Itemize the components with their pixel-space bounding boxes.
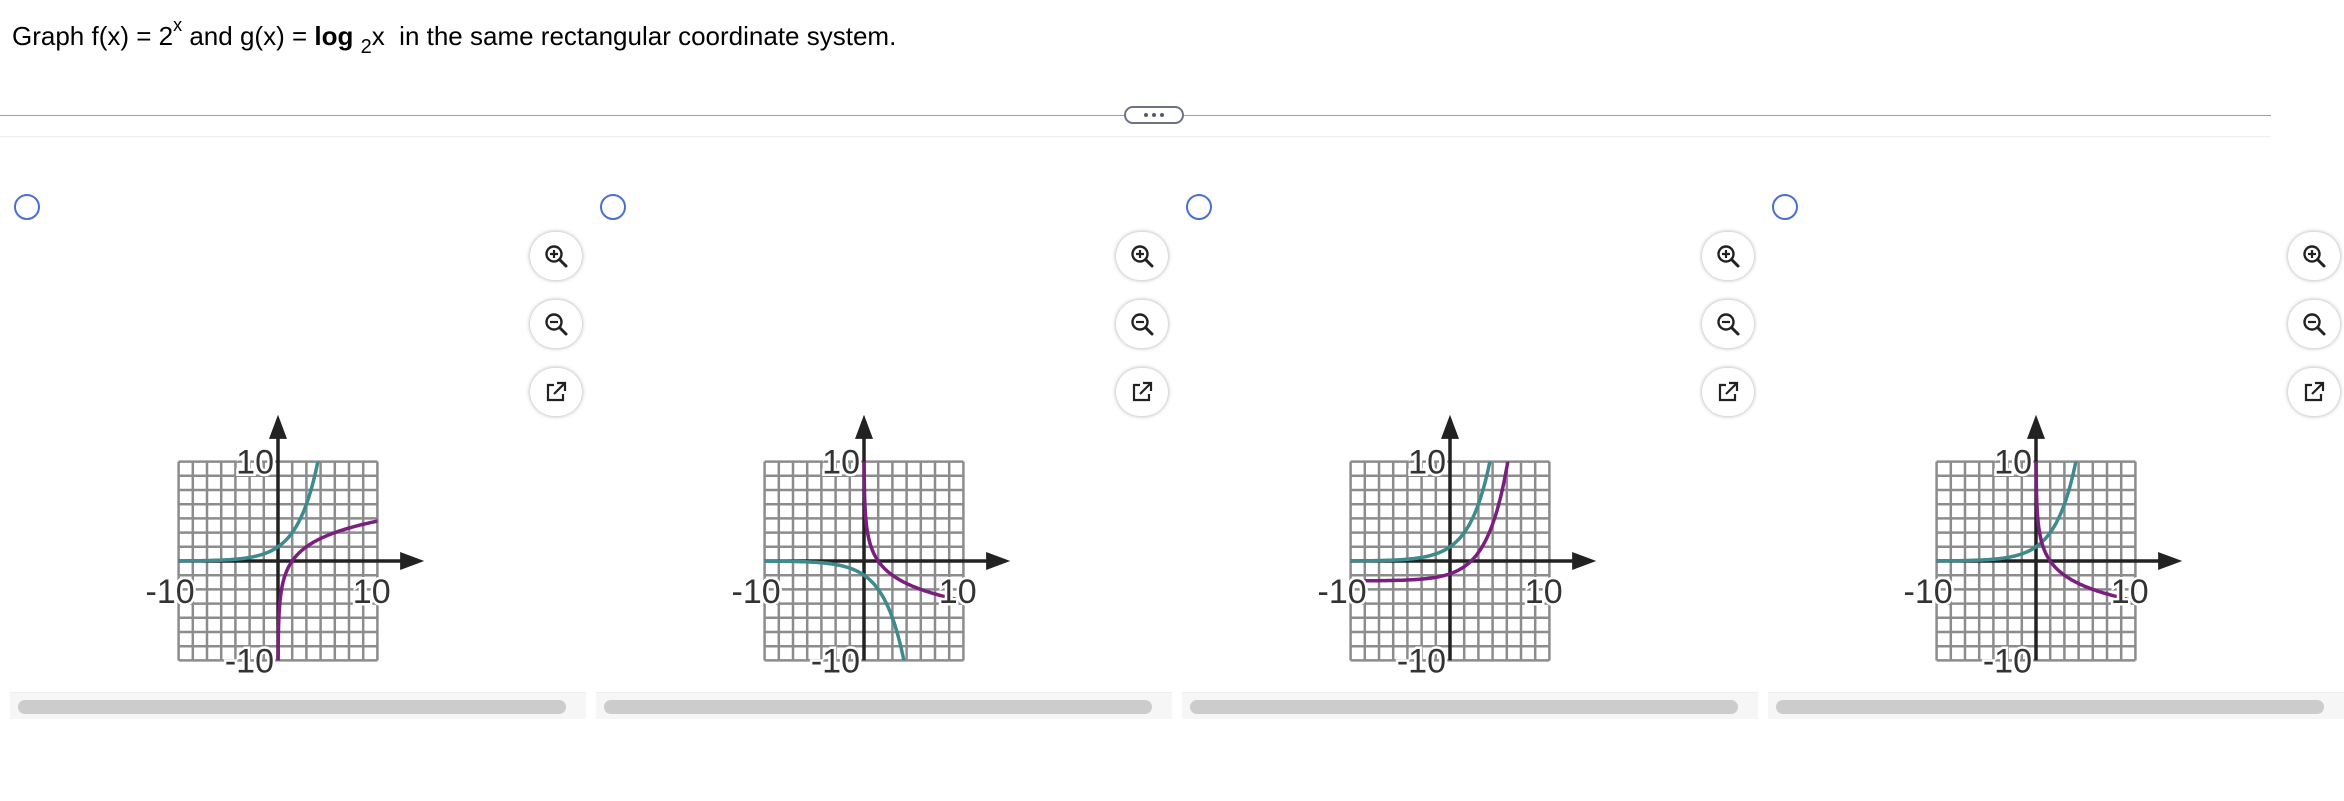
question-middle: and g(x) = — [182, 21, 315, 51]
horizontal-scrollbar[interactable] — [596, 692, 1172, 719]
open-new-window-icon — [1129, 379, 1155, 405]
scrollbar-thumb[interactable] — [18, 700, 566, 714]
x-axis-arrow — [986, 552, 1010, 570]
open-new-window-icon — [1715, 379, 1741, 405]
answer-option — [1172, 140, 1758, 730]
log-base: 2 — [360, 36, 372, 58]
y-axis-arrow — [2027, 415, 2045, 439]
y-max-label: 10 — [822, 443, 860, 482]
horizontal-scrollbar[interactable] — [1182, 692, 1758, 719]
scrollbar-thumb[interactable] — [1776, 700, 2324, 714]
log-label: log — [314, 21, 354, 51]
y-min-label: -10 — [1982, 642, 2032, 681]
horizontal-scrollbar[interactable] — [1768, 692, 2344, 719]
zoom-in-icon — [1715, 243, 1741, 269]
y-min-label: -10 — [810, 642, 860, 681]
zoom-in-icon — [1129, 243, 1155, 269]
handle-dot — [1160, 113, 1164, 117]
f-exponent: x — [173, 15, 183, 36]
open-new-window-icon — [543, 379, 569, 405]
zoom-in-icon — [543, 243, 569, 269]
horizontal-scrollbar[interactable] — [10, 692, 586, 719]
zoom-out-icon — [543, 311, 569, 337]
divider — [0, 136, 2271, 137]
handle-dot — [1152, 113, 1156, 117]
graph[interactable] — [70, 240, 480, 681]
y-axis-arrow — [269, 415, 287, 439]
y-max-label: 10 — [1408, 443, 1446, 482]
scrollbar-thumb[interactable] — [604, 700, 1152, 714]
zoom-in-button[interactable] — [2288, 232, 2340, 280]
zoom-out-icon — [1715, 311, 1741, 337]
zoom-out-button[interactable] — [530, 300, 582, 348]
x-min-label: -10 — [1317, 573, 1367, 611]
y-max-label: 10 — [236, 443, 274, 482]
zoom-in-button[interactable] — [530, 232, 582, 280]
y-max-label: 10 — [1994, 443, 2032, 482]
y-axis-arrow — [855, 415, 873, 439]
open-new-window-button[interactable] — [2288, 368, 2340, 416]
zoom-in-button[interactable] — [1702, 232, 1754, 280]
zoom-out-button[interactable] — [1116, 300, 1168, 348]
handle-dot — [1144, 113, 1148, 117]
y-min-label: -10 — [1396, 642, 1446, 681]
graph[interactable] — [656, 240, 1066, 681]
resize-handle[interactable] — [1124, 106, 1184, 124]
question-suffix: in the same rectangular coordinate system. — [384, 21, 897, 51]
question-text — [12, 15, 897, 58]
zoom-out-button[interactable] — [1702, 300, 1754, 348]
open-new-window-button[interactable] — [1116, 368, 1168, 416]
option-radio[interactable] — [14, 194, 40, 220]
zoom-in-button[interactable] — [1116, 232, 1168, 280]
zoom-out-icon — [1129, 311, 1155, 337]
open-new-window-button[interactable] — [530, 368, 582, 416]
x-max-label: 10 — [1524, 573, 1563, 611]
scrollbar-thumb[interactable] — [1190, 700, 1738, 714]
x-axis-arrow — [2158, 552, 2182, 570]
y-min-label: -10 — [224, 642, 274, 681]
log-arg: x — [371, 21, 385, 51]
zoom-in-icon — [2301, 243, 2327, 269]
answer-option — [0, 140, 586, 730]
x-axis-arrow — [400, 552, 424, 570]
y-axis-arrow — [1441, 415, 1459, 439]
option-radio[interactable] — [1772, 194, 1798, 220]
graph[interactable] — [1242, 240, 1652, 681]
x-axis-arrow — [1572, 552, 1596, 570]
graph[interactable] — [1828, 240, 2238, 681]
option-radio[interactable] — [1186, 194, 1212, 220]
x-min-label: -10 — [731, 573, 781, 611]
open-new-window-icon — [2301, 379, 2327, 405]
question-prefix: Graph f(x) = 2 — [12, 21, 174, 51]
answer-option — [586, 140, 1172, 730]
x-max-label: 10 — [352, 573, 391, 611]
option-radio[interactable] — [600, 194, 626, 220]
x-max-label: 10 — [2110, 573, 2149, 611]
x-max-label: 10 — [938, 573, 977, 611]
zoom-out-icon — [2301, 311, 2327, 337]
answer-option — [1758, 140, 2344, 730]
zoom-out-button[interactable] — [2288, 300, 2340, 348]
open-new-window-button[interactable] — [1702, 368, 1754, 416]
x-min-label: -10 — [1903, 573, 1953, 611]
x-min-label: -10 — [145, 573, 195, 611]
